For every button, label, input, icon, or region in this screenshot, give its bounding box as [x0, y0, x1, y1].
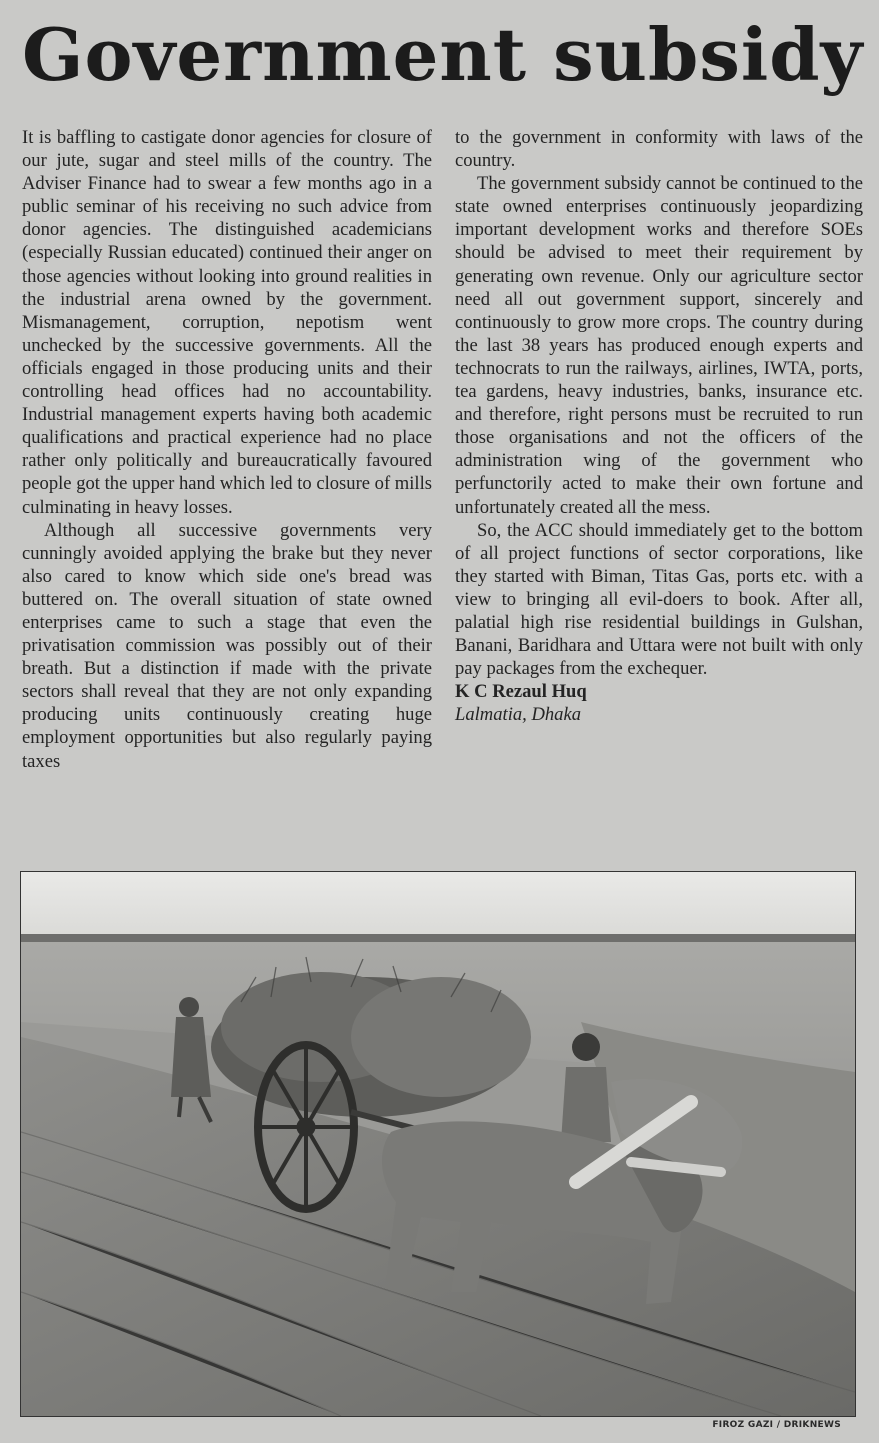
- news-photo: [20, 871, 856, 1417]
- paragraph: The government subsidy cannot be continued to the state owned enterprises continuously jeopardizing important development works and therefore SOEs should be advised to meet their requirement by generating own revenue. Only our agriculture sector need all out government support, sincerely and continuously to grow more crops. The country during the last 38 years has produced enough experts and technocrats to run the railways, airlines, IWTA, ports, tea gardens, heavy industries, banks, insurance etc. and therefore, right persons must be recruited to run those organisations and not the officers of the administration wing of the government who perfunctorily acted to make their own fortune and unfortunately created all the mess.: [455, 173, 863, 518]
- bullock-cart-field-photo: [21, 872, 855, 1416]
- photo-credit: FIROZ GAZI / DRIKNEWS: [712, 1420, 841, 1430]
- paragraph: It is baffling to castigate donor agencies for closure of our jute, sugar and steel mills of the country. The Adviser Finance had to swear a few months ago in a public seminar of his receiving no such advice from donor agencies. The distinguished academicians (especially Russian educated) continued their anger on those agencies without looking into ground realities in the industrial arena owned by the government. Mismanagement, corruption, nepotism went unchecked by the successive governments. All the officials engaged in those producing units and their controlling head offices had no accountability. Industrial management experts having both academic qualifications and practical experience had no place rather only politically and bureaucratically favoured people got the upper hand which led to closure of mills culminating in heavy losses.: [22, 127, 432, 518]
- article-column-left: [22, 126, 432, 773]
- author-location: Lalmatia, Dhaka: [455, 704, 582, 726]
- article-headline: Government subsidy: [22, 12, 864, 97]
- author-name: K C Rezaul Huq: [455, 681, 587, 703]
- paragraph: Although all successive governments very cunningly avoided applying the brake but they never also cared to know which side one's bread was buttered on. The overall situation of state owned enterprises came to such a stage that even the privatisation commission was possibly out of their breath. But a distinction if made with the private sectors shall reveal that they are not only expanding producing units continuously creating huge employment opportunities but also regularly paying taxes: [22, 519, 432, 772]
- article-column-right: [455, 126, 863, 726]
- paragraph: to the government in conformity with laws of the country.: [455, 127, 863, 172]
- paragraph: So, the ACC should immediately get to the bottom of all project functions of sector corporations, like they started with Biman, Titas Gas, ports etc. with a view to bringing all evil-doers to book. After all, palatial high rise residential buildings in Gulshan, Banani, Baridhara and Uttara were not built with only pay packages from the exchequer.: [455, 519, 863, 680]
- cart-wheel: [258, 1045, 354, 1209]
